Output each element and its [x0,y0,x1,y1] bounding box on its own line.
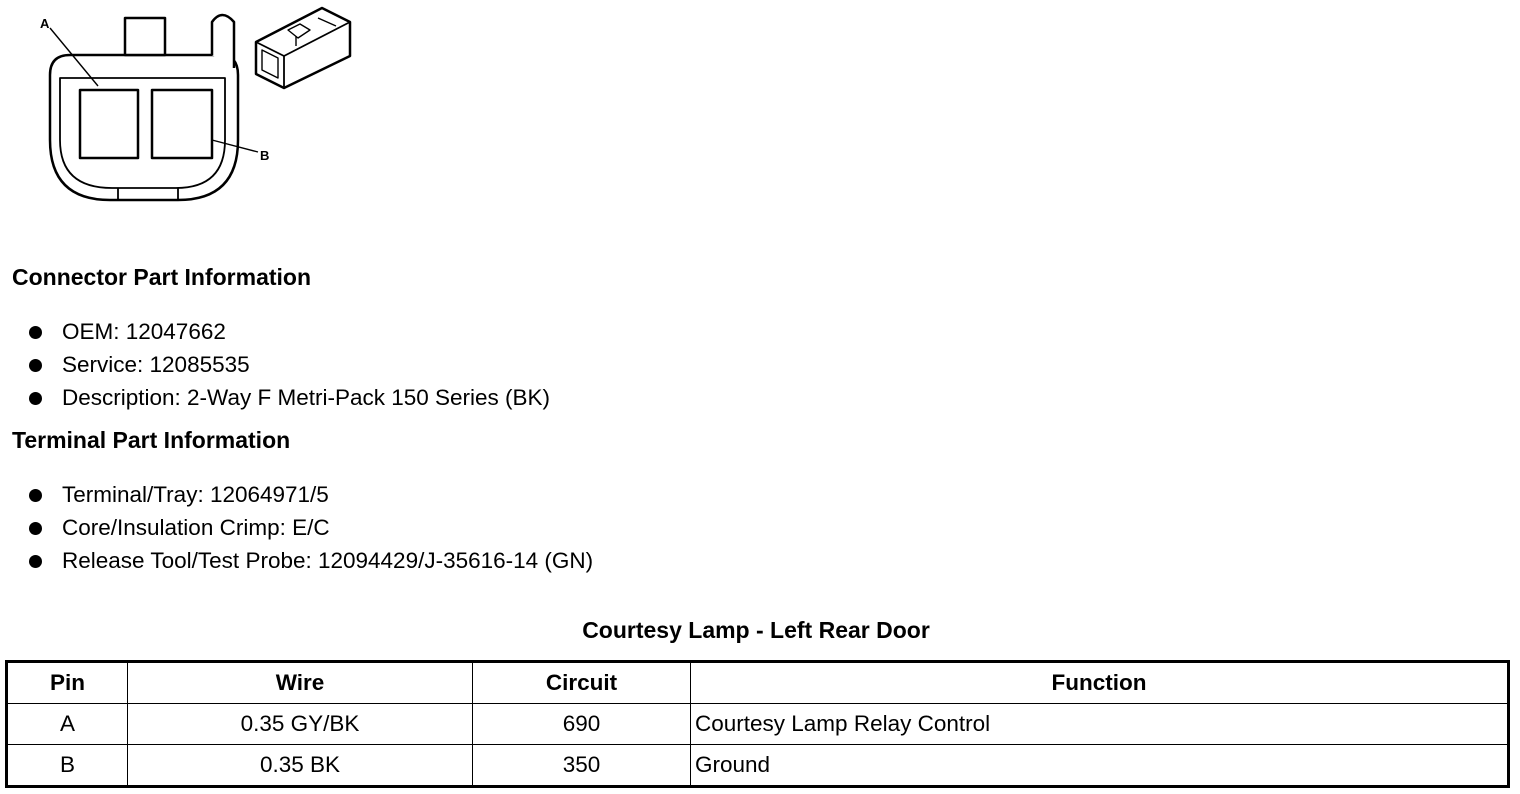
pin-table-title: Courtesy Lamp - Left Rear Door [582,617,930,643]
list-item [0,514,593,547]
list-item [0,481,593,514]
header-pin: Pin [7,662,128,704]
cell-circuit: 350 [473,745,691,787]
service-number: Service: 12085535 [62,352,250,377]
list-item [0,547,593,580]
table-row [7,704,1509,745]
header-circuit: Circuit [473,662,691,704]
pin-b-label: B [260,148,270,163]
pin-table [5,660,1510,788]
connector-info-list [0,318,550,417]
pin-a-label: A [40,16,50,31]
bullet-icon [29,359,42,372]
cell-wire: 0.35 GY/BK [128,704,473,745]
header-wire: Wire [128,662,473,704]
list-item [0,384,550,417]
cell-function: Courtesy Lamp Relay Control [691,704,1509,745]
cell-pin: B [7,745,128,787]
bullet-icon [29,326,42,339]
release-tool: Release Tool/Test Probe: 12094429/J-35616-14 (GN) [62,548,594,573]
cavity-a [80,90,138,158]
header-function: Function [691,662,1509,704]
bullet-icon [29,555,42,568]
bullet-icon [29,392,42,405]
cell-function: Ground [691,745,1509,787]
oem-number: OEM: 12047662 [62,319,226,344]
connector-info-heading: Connector Part Information [12,264,312,290]
terminal-tray: Terminal/Tray: 12064971/5 [62,482,329,507]
list-item [0,351,550,384]
bullet-icon [29,522,42,535]
cell-wire: 0.35 BK [128,745,473,787]
terminal-info-list [0,481,593,580]
connector-diagram [0,0,380,215]
connector-description: Description: 2-Way F Metri-Pack 150 Series (BK) [62,385,551,410]
cell-pin: A [7,704,128,745]
cavity-b [152,90,212,158]
bullet-icon [29,489,42,502]
crimp-info: Core/Insulation Crimp: E/C [62,515,330,540]
table-header-row [7,662,1509,704]
terminal-info-heading: Terminal Part Information [12,427,291,453]
cell-circuit: 690 [473,704,691,745]
list-item [0,318,550,351]
table-row [7,745,1509,787]
